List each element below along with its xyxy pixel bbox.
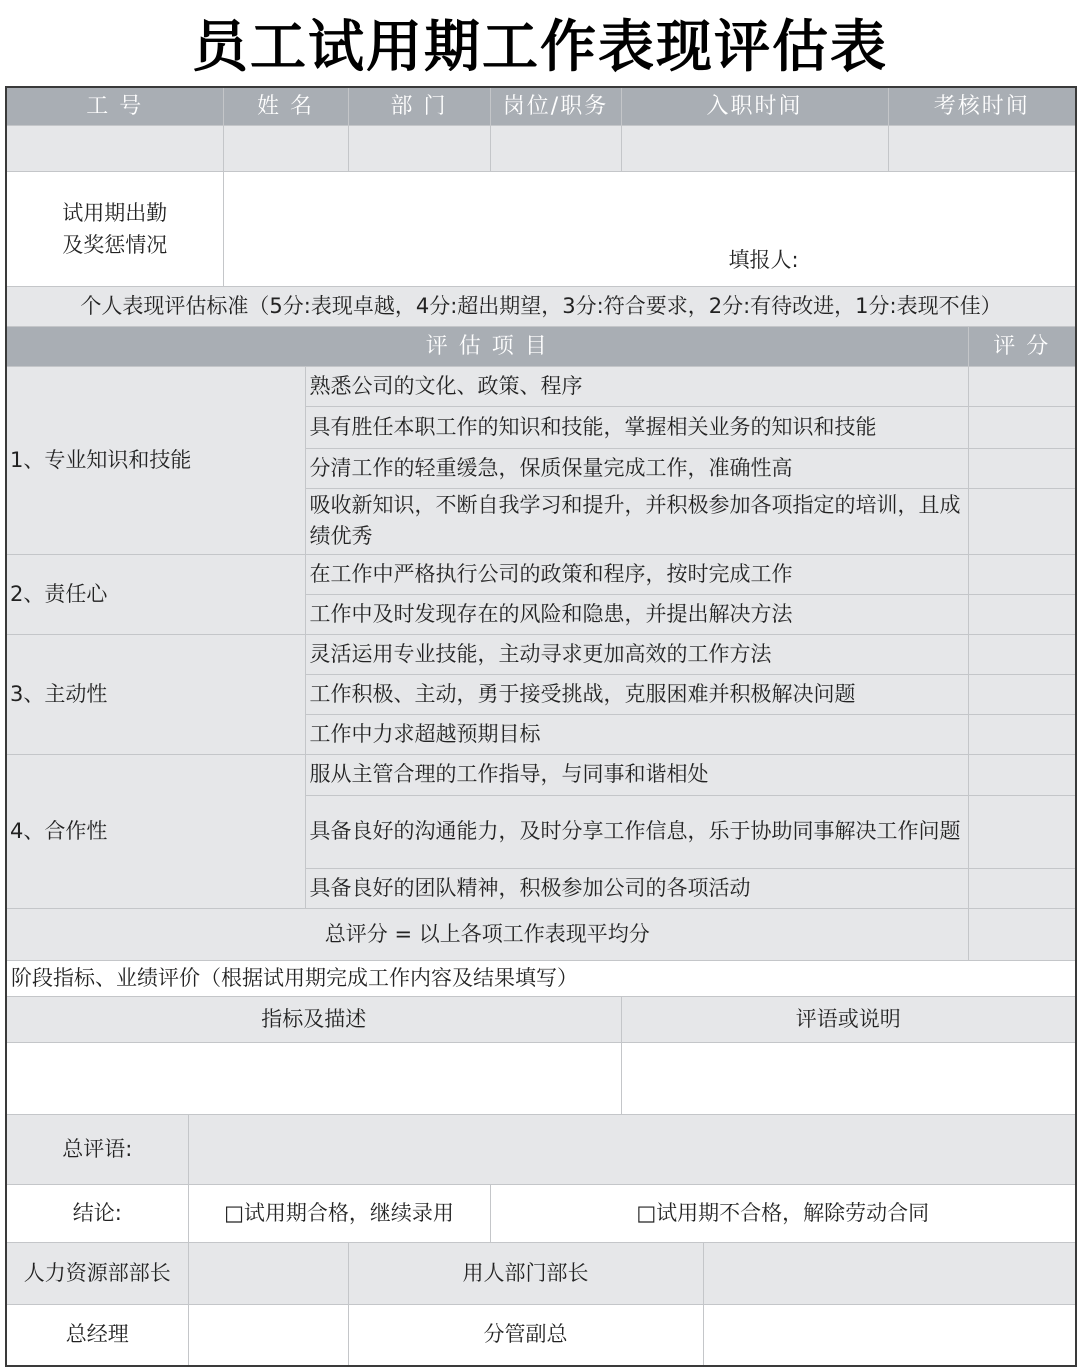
eval-items-header: 评 估 项 目 [6,326,968,366]
employee-info-row [6,125,1076,171]
eval-item: 在工作中严格执行公司的政策和程序，按时完成工作 [305,554,968,594]
eval-item: 吸收新知识，不断自我学习和提升，并积极参加各项指定的培训，且成绩优秀 [305,488,968,554]
score-field[interactable] [968,594,1076,634]
attendance-label-line2: 及奖惩情况 [62,232,168,257]
category-cooperation: 4、合作性 [6,754,305,908]
summary-label: 总评语: [6,1114,188,1184]
col-position: 岗位/职务 [490,87,621,125]
comment-header: 评语或说明 [621,996,1076,1042]
eval-item: 工作中力求超越预期目标 [305,714,968,754]
form-title: 员工试用期工作表现评估表 [192,15,888,80]
eval-item: 具有胜任本职工作的知识和技能，掌握相关业务的知识和技能 [305,406,968,448]
total-score-label: 总评分 = 以上各项工作表现平均分 [6,908,968,960]
summary-field[interactable] [188,1114,1076,1184]
signature-row-1 [6,1242,1076,1304]
deputy-label: 分管副总 [348,1304,703,1366]
attendance-row [6,171,1076,286]
stage-title: 阶段指标、业绩评价（根据试用期完成工作内容及结果填写） [6,960,1076,996]
score-field[interactable] [968,554,1076,594]
name-field[interactable] [223,125,348,171]
review-date-field[interactable] [888,125,1076,171]
hire-date-field[interactable] [621,125,888,171]
eval-row [6,554,1076,594]
deputy-field[interactable] [703,1304,1076,1366]
score-field[interactable] [968,795,1076,868]
employee-header-row [6,87,1076,125]
score-field[interactable] [968,488,1076,554]
comment-field[interactable] [621,1042,1076,1114]
conclusion-row [6,1184,1076,1242]
department-field[interactable] [348,125,490,171]
conclusion-label: 结论: [6,1184,188,1242]
pass-option[interactable]: □试用期合格，继续录用 [188,1184,490,1242]
category-initiative: 3、主动性 [6,634,305,754]
indicator-field[interactable] [6,1042,621,1114]
eval-item: 灵活运用专业技能，主动寻求更加高效的工作方法 [305,634,968,674]
criteria-row [6,286,1076,326]
score-field[interactable] [968,674,1076,714]
col-hire-date: 入职时间 [621,87,888,125]
eval-row [6,366,1076,406]
col-name: 姓 名 [223,87,348,125]
total-score-row [6,908,1076,960]
fail-option[interactable]: □试用期不合格，解除劳动合同 [490,1184,1076,1242]
eval-row [6,634,1076,674]
score-field[interactable] [968,754,1076,795]
gm-label: 总经理 [6,1304,188,1366]
eval-item: 分清工作的轻重缓急，保质保量完成工作，准确性高 [305,448,968,488]
stage-input-row [6,1042,1076,1114]
attendance-label-line1: 试用期出勤 [62,200,168,225]
score-field[interactable] [968,868,1076,908]
score-field[interactable] [968,448,1076,488]
stage-title-row [6,960,1076,996]
eval-item: 具备良好的沟通能力，及时分享工作信息，乐于协助同事解决工作问题 [305,795,968,868]
position-field[interactable] [490,125,621,171]
col-review-date: 考核时间 [888,87,1076,125]
category-responsibility: 2、责任心 [6,554,305,634]
signature-row-2 [6,1304,1076,1366]
eval-row [6,754,1076,795]
eval-item: 工作中及时发现存在的风险和隐患，并提出解决方法 [305,594,968,634]
summary-row [6,1114,1076,1184]
dept-head-field[interactable] [703,1242,1076,1304]
total-score-field[interactable] [968,908,1076,960]
score-field[interactable] [968,634,1076,674]
eval-header-row [6,326,1076,366]
category-professional-skills: 1、专业知识和技能 [6,366,305,554]
eval-item: 工作积极、主动，勇于接受挑战，克服困难并积极解决问题 [305,674,968,714]
criteria-text: 个人表现评估标准（5分:表现卓越，4分:超出期望，3分:符合要求，2分:有待改进，1分:表现不佳） [6,286,1076,326]
hr-head-field[interactable] [188,1242,348,1304]
col-employee-id: 工 号 [6,87,223,125]
gm-field[interactable] [188,1304,348,1366]
hr-head-label: 人力资源部部长 [6,1242,188,1304]
col-department: 部 门 [348,87,490,125]
dept-head-label: 用人部门部长 [348,1242,703,1304]
eval-score-header: 评 分 [968,326,1076,366]
attendance-label [6,171,223,286]
eval-item: 具备良好的团队精神，积极参加公司的各项活动 [305,868,968,908]
score-field[interactable] [968,714,1076,754]
stage-header-row [6,996,1076,1042]
score-field[interactable] [968,366,1076,406]
score-field[interactable] [968,406,1076,448]
eval-item: 熟悉公司的文化、政策、程序 [305,366,968,406]
indicator-header: 指标及描述 [6,996,621,1042]
filler-label: 填报人: [728,247,799,272]
attendance-field[interactable] [223,171,1076,286]
evaluation-form [5,86,1077,1367]
eval-item: 服从主管合理的工作指导，与同事和谐相处 [305,754,968,795]
employee-id-field[interactable] [6,125,223,171]
